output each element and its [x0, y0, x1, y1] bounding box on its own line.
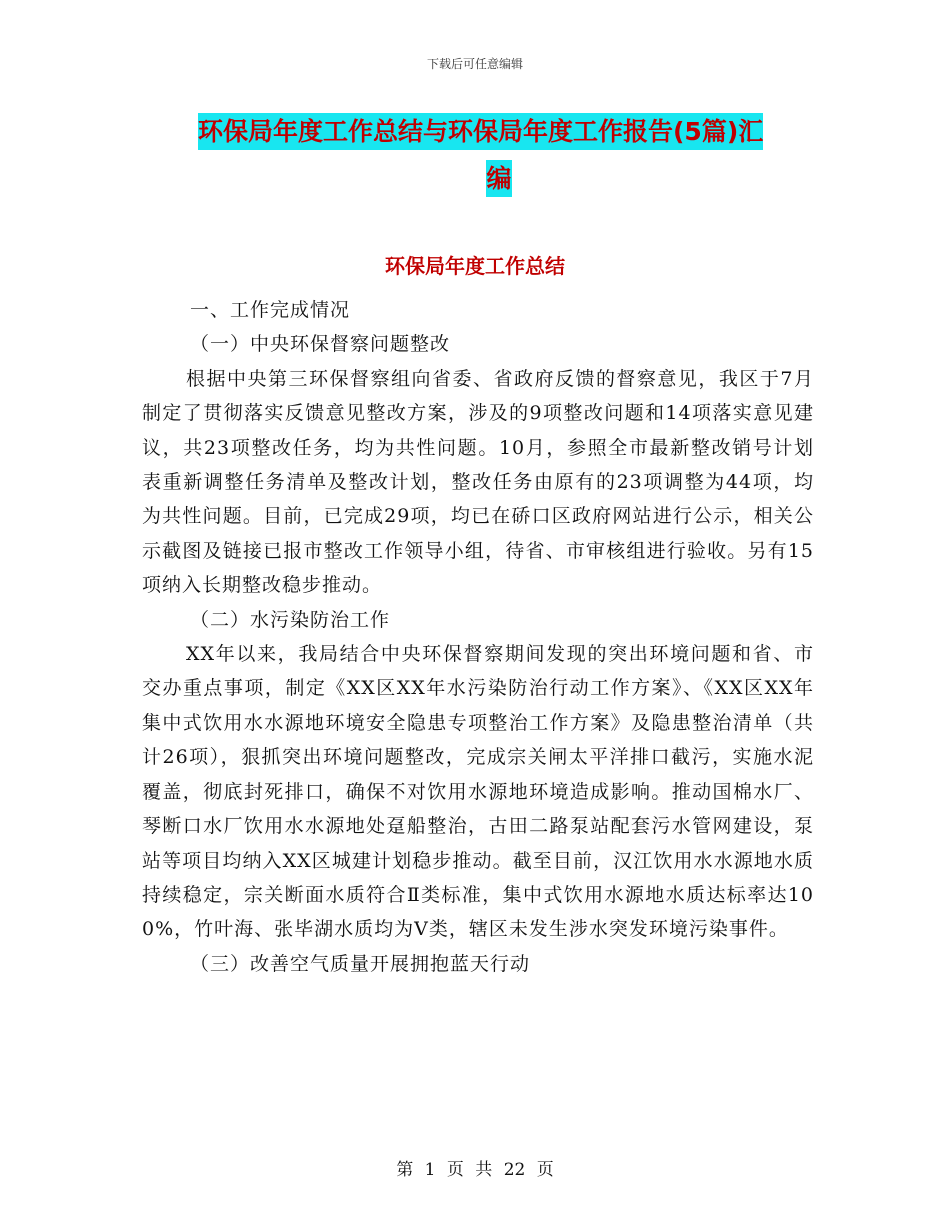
subheading-air-quality: （三）改善空气质量开展拥抱蓝天行动 [190, 952, 531, 975]
subheading-inspection-rectification: （一）中央环保督察问题整改 [190, 333, 451, 356]
section-title: 环保局年度工作总结 [385, 254, 565, 278]
title-line-1-text: 环保局年度工作总结与环保局年度工作报告(5篇)汇 [198, 113, 763, 150]
subheading-water-pollution: （二）水污染防治工作 [190, 608, 391, 631]
paragraph-inspection-rectification: 根据中央第三环保督察组向省委、省政府反馈的督察意见，我区于7月制定了贯彻落实反馈意见整改方案，涉及的9项整改问题和14项落实意见建议，共23项整改任务，均为共性问题。10月，参照全市最新整改销号计划表重新调整任务清单及整改计划，整改任务由原有的23项调整为44项，均为共性问题。目前，已完成29项，均已在硚口区政府网站进行公示，相关公示截图及链接已报市整改工作领导小组，待省、市审核组进行验收。另有15项纳入长期整改稳步推动。 [142, 367, 814, 597]
title-line-2-text: 编 [486, 160, 511, 197]
title-line-1 [198, 108, 800, 155]
title-line-2 [198, 155, 800, 202]
page-number: 第 1 页 共 22 页 [396, 1160, 554, 1180]
header-note: 下载后可任意编辑 [426, 57, 523, 71]
heading-work-completion: 一、工作完成情况 [190, 299, 351, 321]
document-title [198, 108, 800, 202]
document-body [142, 293, 814, 981]
paragraph-water-pollution: XX年以来，我局结合中央环保督察期间发现的突出环境问题和省、市交办重点事项，制定《XX区XX年水污染防治行动工作方案》、《XX区XX年集中式饮用水水源地环境安全隐患专项整治工作方案》及隐患整治清单（共计26项），狠抓突出环境问题整改，完成宗关闸太平洋排口截污，实施水泥覆盖，彻底封死排口，确保不对饮用水源地环境造成影响。推动国棉水厂、琴断口水厂饮用水水源地处趸船整治，古田二路泵站配套污水管网建设，泵站等项目均纳入XX区城建计划稳步推动。截至目前，汉江饮用水水源地水质持续稳定，宗关断面水质符合Ⅱ类标准，集中式饮用水源地水质达标率达100%，竹叶海、张毕湖水质均为Ⅴ类，辖区未发生涉水突发环境污染事件。 [142, 643, 814, 941]
